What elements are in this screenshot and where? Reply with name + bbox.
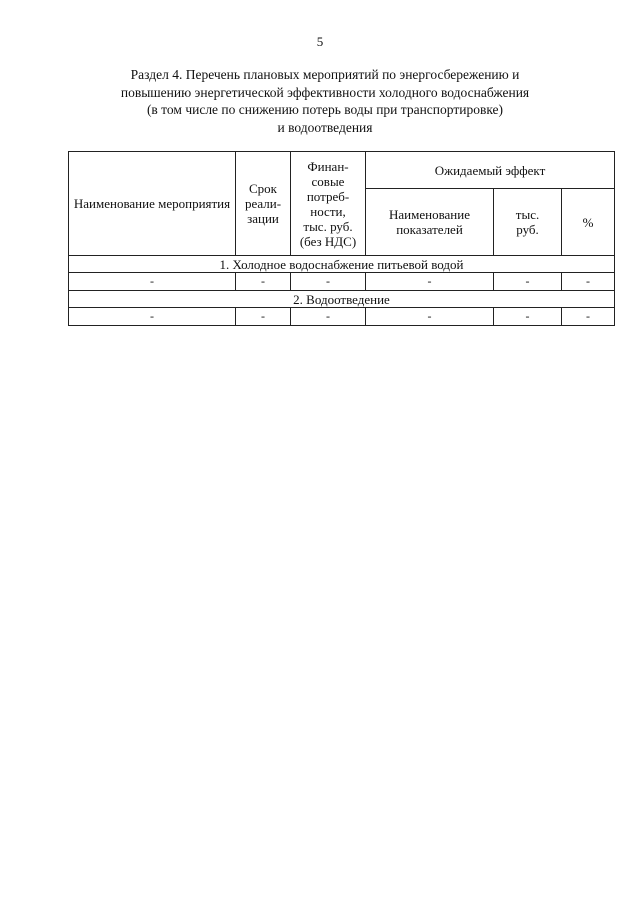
title-line: повышению энергетической эффективности холодного водоснабжения — [120, 84, 530, 100]
page-number: 5 — [316, 34, 324, 49]
title-line: (в том числе по снижению потерь воды при транспортировке) — [146, 102, 504, 117]
table-cell: - — [494, 308, 562, 326]
table-cell: - — [236, 273, 291, 291]
table-cell: - — [69, 273, 236, 291]
table-cell: - — [69, 308, 236, 326]
header-expected-effect: Ожидаемый эффект — [366, 152, 615, 189]
section-row — [69, 256, 615, 273]
table-cell: - — [291, 273, 366, 291]
section-title-cell: 2. Водоотведение — [69, 291, 615, 308]
header-indicator: Наименование показателей — [366, 189, 494, 256]
table-cell: - — [291, 308, 366, 326]
title-line: и водоотведения — [277, 119, 373, 135]
table-cell: - — [236, 308, 291, 326]
table-row — [69, 273, 615, 291]
table-cell: - — [494, 273, 562, 291]
section-title-cell: 1. Холодное водоснабжение питьевой водой — [69, 256, 615, 273]
table-cell: - — [366, 308, 494, 326]
table-cell: - — [562, 308, 615, 326]
table-cell: - — [366, 273, 494, 291]
table-row — [69, 308, 615, 326]
header-thousand-rub: тыс. руб. — [494, 189, 562, 256]
section-title — [60, 66, 590, 136]
section-row — [69, 291, 615, 308]
header-measure-name: Наименование мероприятия — [69, 152, 236, 256]
header-percent: % — [562, 189, 615, 256]
title-line: Раздел 4. Перечень плановых мероприятий по энергосбережению и — [130, 67, 520, 82]
header-row — [69, 152, 615, 189]
header-term: Срок реали- зации — [236, 152, 291, 256]
table-cell: - — [562, 273, 615, 291]
header-finance: Финан- совые потреб- ности, тыс. руб. (без НДС) — [291, 152, 366, 256]
measures-table — [68, 151, 615, 326]
